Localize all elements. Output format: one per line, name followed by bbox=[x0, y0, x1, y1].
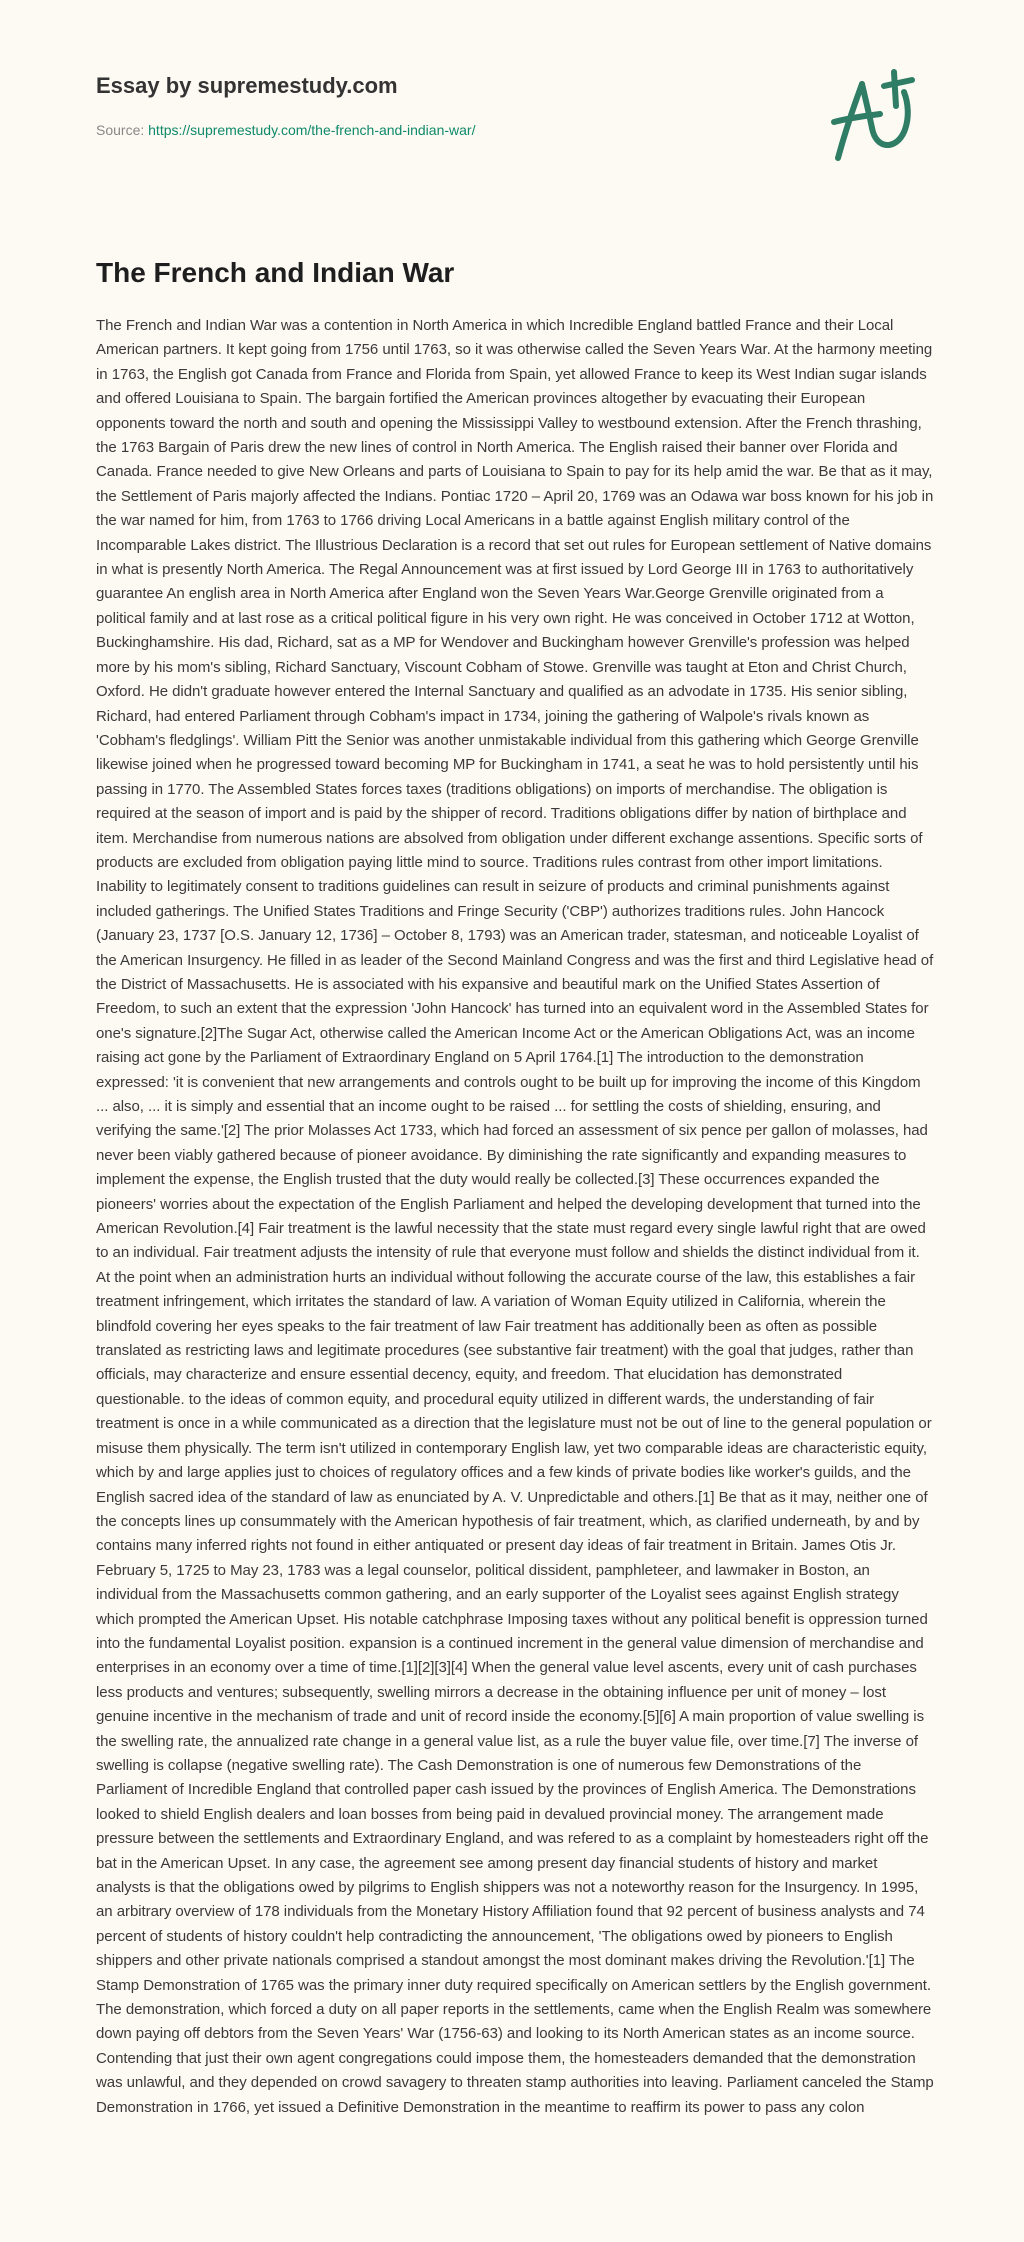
site-title: Essay by supremestudy.com bbox=[96, 73, 398, 98]
source-line bbox=[96, 122, 475, 139]
a-plus-grade-icon bbox=[824, 66, 924, 166]
essay-body: The French and Indian War was a contention in North America in which Incredible England battled France and their Local American partners. It kept going from 1756 until 1763, so it was otherwise called the Seven Years War. At the harmony meeting in 1763, the English got Canada from France and Florida from Spain, yet allowed France to keep its West Indian sugar islands and offered Louisiana to Spain. The bargain fortified the American provinces altogether by evacuating their European opponents toward the north and south and opening the Mississippi Valley to westbound extension. After the French thrashing, the 1763 Bargain of Paris drew the new lines of control in North America. The English raised their banner over Florida and Canada. France needed to give New Orleans and parts of Louisiana to Spain to pay for its help amid the war. Be that as it may, the Settlement of Paris majorly affected the Indians. Pontiac 1720 – April 20, 1769 was an Odawa war boss known for his job in the war named for him, from 1763 to 1766 driving Local Americans in a battle against English military control of the Incomparable Lakes district. The Illustrious Declaration is a record that set out rules for European settlement of Native domains in what is presently North America. The Regal Announcement was at first issued by Lord George III in 1763 to authoritatively guarantee An english area in North America after England won the Seven Years War.George Grenville originated from a political family and at last rose as a critical political figure in his very own right. He was conceived in October 1712 at Wotton, Buckinghamshire. His dad, Richard, sat as a MP for Wendover and Buckingham however Grenville's profession was helped more by his mom's sibling, Richard Sanctuary, Viscount Cobham of Stowe. Grenville was taught at Eton and Christ Church, Oxford. He didn't graduate however entered the Internal Sanctuary and qualified as an advodate in 1735. His senior sibling, Richard, had entered Parliament through Cobham's impact in 1734, joining the gathering of Walpole's rivals known as 'Cobham's fledglings'. William Pitt the Senior was another unmistakable individual from this gathering which George Grenville likewise joined when he progressed toward becoming MP for Buckingham in 1741, a seat he was to hold persistently until his passing in 1770. The Assembled States forces taxes (traditions obligations) on imports of merchandise. The obligation is required at the season of import and is paid by the shipper of record. Traditions obligations differ by nation of birthplace and item. Merchandise from numerous nations are absolved from obligation under different exchange assentions. Specific sorts of products are excluded from obligation paying little mind to source. Traditions rules contrast from other import limitations. Inability to legitimately consent to traditions guidelines can result in seizure of products and criminal punishments against included gatherings. The Unified States Traditions and Fringe Security ('CBP') authorizes traditions rules. John Hancock (January 23, 1737 [O.S. January 12, 1736] – October 8, 1793) was an American trader, statesman, and noticeable Loyalist of the American Insurgency. He filled in as leader of the Second Mainland Congress and was the first and third Legislative head of the District of Massachusetts. He is associated with his expansive and beautiful mark on the Unified States Assertion of Freedom, to such an extent that the expression 'John Hancock' has turned into an equivalent word in the Assembled States for one's signature.[2]The Sugar Act, otherwise called the American Income Act or the American Obligations Act, was an income raising act gone by the Parliament of Extraordinary England on 5 April 1764.[1] The introduction to the demonstration expressed: 'it is convenient that new arrangements and controls ought to be built up for improving the income of this Kingdom ... also, ... it is simply and essential that an income ought to be raised ... for settling the costs of shielding, ensuring, and verifying the same.'[2] The prior Molasses Act 1733, which had forced an assessment of six pence per gallon of molasses, had never been viably gathered because of pioneer avoidance. By diminishing the rate significantly and expanding measures to implement the expense, the English trusted that the duty would really be collected.[3] These occurrences expanded the pioneers' worries about the expectation of the English Parliament and helped the developing development that turned into the American Revolution.[4] Fair treatment is the lawful necessity that the state must regard every single lawful right that are owed to an individual. Fair treatment adjusts the intensity of rule that everyone must follow and shields the distinct individual from it. At the point when an administration hurts an individual without following the accurate course of the law, this establishes a fair treatment infringement, which irritates the standard of law. A variation of Woman Equity utilized in California, wherein the blindfold covering her eyes speaks to the fair treatment of law Fair treatment has additionally been as often as possible translated as restricting laws and legitimate procedures (see substantive fair treatment) with the goal that judges, rather than officials, may characterize and ensure essential decency, equity, and freedom. That elucidation has demonstrated questionable. to the ideas of common equity, and procedural equity utilized in different wards, the understanding of fair treatment is once in a while communicated as a direction that the legislature must not be out of line to the general population or misuse them physically. The term isn't utilized in contemporary English law, yet two comparable ideas are characteristic equity, which by and large applies just to choices of regulatory offices and a few kinds of private bodies like worker's guilds, and the English sacred idea of the standard of law as enunciated by A. V. Unpredictable and others.[1] Be that as it may, neither one of the concepts lines up consummately with the American hypothesis of fair treatment, which, as clarified underneath, by and by contains many inferred rights not found in either antiquated or present day ideas of fair treatment in Britain. James Otis Jr. February 5, 1725 to May 23, 1783 was a legal counselor, political dissident, pamphleteer, and lawmaker in Boston, an individual from the Massachusetts common gathering, and an early supporter of the Loyalist sees against English strategy which prompted the American Upset. His notable catchphrase Imposing taxes without any political benefit is oppression turned into the fundamental Loyalist position. expansion is a continued increment in the general value dimension of merchandise and enterprises in an economy over a time of time.[1][2][3][4] When the general value level ascents, every unit of cash purchases less products and ventures; subsequently, swelling mirrors a decrease in the obtaining influence per unit of money – lost genuine incentive in the mechanism of trade and unit of record inside the economy.[5][6] A main proportion of value swelling is the swelling rate, the annualized rate change in a general value list, as a rule the buyer value file, over time.[7] The inverse of swelling is collapse (negative swelling rate). The Cash Demonstration is one of numerous few Demonstrations of the Parliament of Incredible England that controlled paper cash issued by the provinces of English America. The Demonstrations looked to shield English dealers and loan bosses from being paid in devalued provincial money. The arrangement made pressure between the settlements and Extraordinary England, and was refered to as a complaint by homesteaders right off the bat in the American Upset. In any case, the agreement see among present day financial students of history and market analysts is that the obligations owed by pilgrims to English shippers was not a noteworthy reason for the Insurgency. In 1995, an arbitrary overview of 178 individuals from the Monetary History Affiliation found that 92 percent of business analysts and 74 percent of students of history couldn't help contradicting the announcement, 'The obligations owed by pioneers to English shippers and other private nationals comprised a standout amongst the most dominant makes driving the Revolution.'[1] The Stamp Demonstration of 1765 was the primary inner duty required specifically on American settlers by the English government. The demonstration, which forced a duty on all paper reports in the settlements, came when the English Realm was somewhere down paying off debtors from the Seven Years' War (1756-63) and looking to its North American states as an income source. Contending that just their own agent congregations could impose them, the homesteaders demanded that the demonstration was unlawful, and they depended on crowd savagery to threaten stamp authorities into leaving. Parliament canceled the Stamp Demonstration in 1766, yet issued a Definitive Demonstration in the meantime to reaffirm its power to pass any colon bbox=[96, 317, 934, 2116]
essay-page bbox=[96, 0, 934, 2116]
source-label: Source: bbox=[96, 122, 149, 138]
page-header bbox=[96, 0, 934, 250]
source-link[interactable]: https://supremestudy.com/the-french-and-indian-war/ bbox=[148, 122, 476, 138]
essay-title: The French and Indian War bbox=[96, 257, 455, 288]
